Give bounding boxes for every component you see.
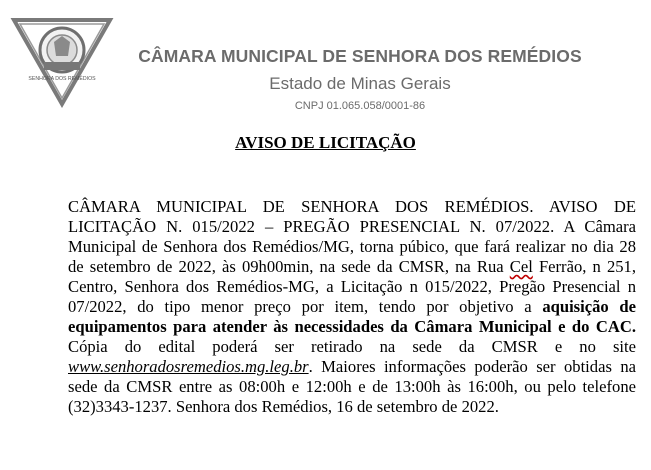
logo-caption: SENHORA DOS REMÉDIOS (28, 76, 96, 82)
notice-text-part-1: CÂMARA MUNICIPAL DE SENHORA DOS REMÉDIOS. AVISO DE LICITAÇÃO N. 015/2022 – PREGÃO PRESENCIAL N. 07/2022. A Câmara Municipal de Senhora dos Remédios/MG, torna púbico, que fará realizar no dia 28 de setembro de 2022, às 09h00min, na sede da CMSR, na Rua (68, 197, 636, 276)
notice-title: AVISO DE LICITAÇÃO (235, 133, 416, 152)
notice-text-part-3: Cópia do edital poderá ser retirado na sede da CMSR e no site (68, 337, 636, 356)
notice-text-part-4: . Maiores informações poderão ser obtidas na sede da CMSR entre as 08:00h e 12:00h e de 13:00h às 16:00h, ou pelo telefone (32)3343-1237. Senhora dos Remédios, 16 de setembro de 2022. (68, 357, 636, 416)
triangle-seal-icon (6, 12, 118, 108)
state-subtitle: Estado de Minas Gerais (269, 74, 451, 93)
chamber-logo (6, 12, 118, 108)
chamber-title: CÂMARA MUNICIPAL DE SENHORA DOS REMÉDIOS (138, 46, 582, 66)
notice-body (68, 197, 636, 417)
notice-text-part-2: Ferrão, n 251, Centro, Senhora dos Remédios-MG, a Licitação n 015/2022, Pregão Presencial n 07/2022, do tipo menor preço por item, tendo por objetivo a (68, 257, 636, 316)
website-link[interactable]: www.senhoradosremedios.mg.leg.br (68, 357, 309, 376)
notice-object-bold: aquisição de equipamentos para atender às necessidades da Câmara Municipal e do CAC. (68, 297, 636, 336)
spellcheck-word: Cel (509, 257, 533, 276)
cnpj-number: CNPJ 01.065.058/0001-86 (294, 100, 426, 112)
